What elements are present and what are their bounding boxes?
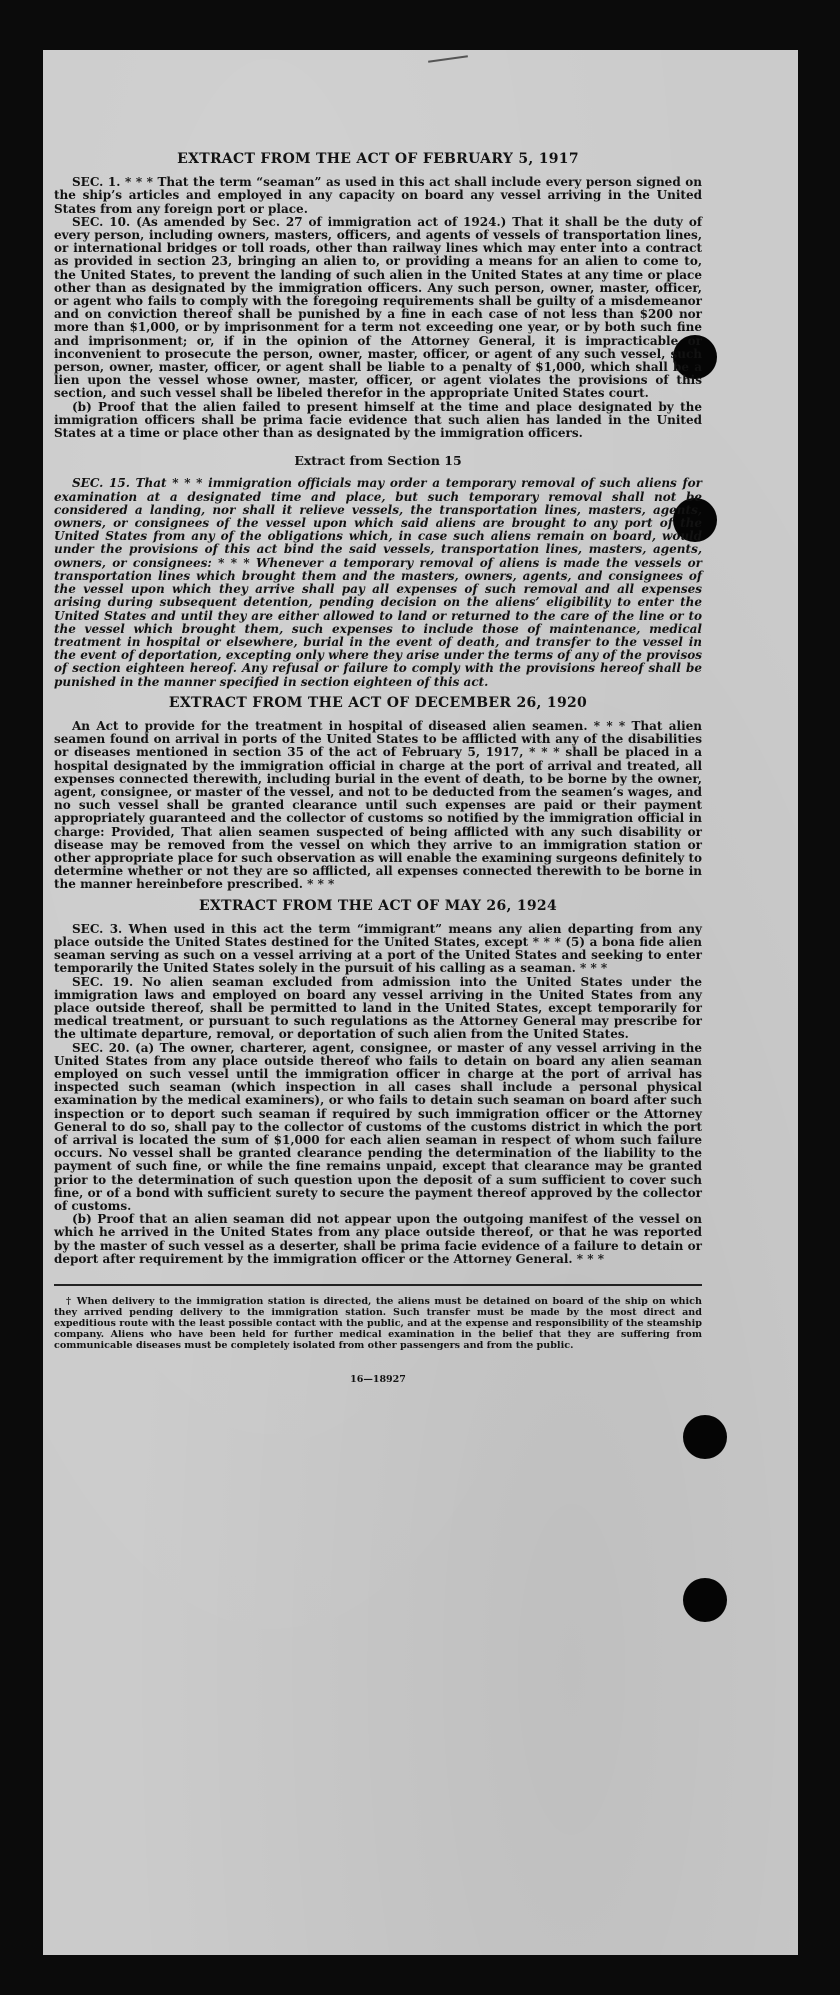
footnote-divider xyxy=(54,1284,702,1286)
subheading-section-15: Extract from Section 15 xyxy=(294,453,462,469)
document-text xyxy=(54,145,702,1386)
punch-hole xyxy=(683,1415,727,1459)
form-number: 16—18927 xyxy=(350,1374,406,1386)
section-1-text: SEC. 1. * * * That the term “seaman” as used in this act shall include every person signed on the ship’s articles and employed in any capacity on board any vessel arriving in the United States from any foreign port or place. xyxy=(54,175,702,216)
section-20b-text: (b) Proof that an alien seaman did not appear upon the outgoing manifest of the vessel on which he arrived in the United States from any place outside thereof, or that he was reported by the master of such vessel as a deserter, shall be prima facie evidence of a failure to detain or deport after requirement by the immigration officer or the Attorney General. * * * xyxy=(54,1212,702,1266)
section-10-text: SEC. 10. (As amended by Sec. 27 of immigration act of 1924.) That it shall be the duty of every person, including owners, masters, officers, and agents of vessels of transportation lines, or international bridges or toll roads, other than railway lines which may enter into a contract as provided in section 23, bringing an alien to, or providing a means for an alien to come to, the United States, to prevent the landing of such alien in the United States at any time or place other than as designated by the immigration officers. Any such person, owner, master, officer, or agent who fails to comply with the foregoing requirements shall be guilty of a misdemeanor and on conviction thereof shall be punished by a fine in each case of not less than $200 nor more than $1,000, or by imprisonment for a term not exceeding one year, or by both such fine and imprisonment; or, if in the opinion of the Attorney General, it is impracticable or inconvenient to prosecute the person, owner, master, officer, or agent of any such vessel, such person, owner, master, officer, or agent shall be liable to a penalty of $1,000, which shall be a lien upon the vessel whose owner, master, officer, or agent violates the provisions of this section, and such vessel shall be libeled therefor in the appropriate United States court. xyxy=(54,214,702,401)
punch-hole xyxy=(683,1578,727,1622)
section-10b-text: (b) Proof that the alien failed to present himself at the time and place designated by the immigration officers shall be prima facie evidence that such alien has landed in the United States at a time or place other than as designated by the immigration officers. xyxy=(54,399,702,441)
act-1920-text: An Act to provide for the treatment in hospital of diseased alien seamen. * * * That alien seamen found on arrival in ports of the United States to be afflicted with any of the disabilities or diseases mentioned in section 35 of the act of February 5, 1917, * * * shall be placed in a hospital designated by the immigration official in charge at the port of arrival and treated, all expenses connected therewith, including burial in the event of death, to be borne by the owner, agent, consignee, or master of the vessel, and not to be deducted from the seamen’s wages, and no such vessel shall be granted clearance until such expenses are paid or their payment appropriately guaranteed and the collector of customs so notified by the immigration official in charge: Provided, That alien seamen suspected of being afflicted with any such disability or disease may be removed from the vessel on which they arrive to an immigration station or other appropriate place for such observation as will enable the examining surgeons definitely to determine whether or not they are so afflicted, all expenses connected therewith to be borne in the manner hereinbefore prescribed. * * * xyxy=(54,718,702,892)
heading-act-1924: EXTRACT FROM THE ACT OF MAY 26, 1924 xyxy=(198,897,558,914)
heading-act-1920: EXTRACT FROM THE ACT OF DECEMBER 26, 1920 xyxy=(168,694,588,711)
paper-damage-mark xyxy=(428,55,468,63)
section-20a-text: SEC. 20. (a) The owner, charterer, agent, consignee, or master of any vessel arriving in the United States from any place outside thereof who fails to detain on board any alien seaman employed on such vessel until the immigration officer in charge at the port of arrival has inspected such seaman (which inspection in all cases shall include a personal physical examination by the medical examiners), or who fails to detain such seaman on board after such inspection or to deport such seaman if required by such immigration officer or the Attorney General to do so, shall pay to the collector of customs of the customs district in which the port of arrival is located the sum of $1,000 for each alien seaman in respect of whom such failure occurs. No vessel shall be granted clearance pending the determination of the liability to the payment of such fine, or while the fine remains unpaid, except that clearance may be granted prior to the determination of such question upon the deposit of a sum sufficient to cover such fine, or of a bond with sufficient surety to secure the payment thereof approved by the collector of customs. xyxy=(54,1040,702,1214)
footnote-text: † When delivery to the immigration station is directed, the aliens must be detained on board of the ship on which they arrived pending delivery to the immigration station. Such transfer must be made by the most direct and expeditious route with the least possible contact with the public, and at the expense and responsibility of the steamship company. Aliens who have been held for further medical examination in the belief that they are suffering from communicable diseases must be completely isolated from other passengers and from the public. xyxy=(54,1296,702,1352)
heading-act-1917: EXTRACT FROM THE ACT OF FEBRUARY 5, 1917 xyxy=(177,151,579,167)
section-15-text: SEC. 15. That * * * immigration officials may order a temporary removal of such aliens for examination at a designated time and place, but such temporary removal shall not be considered a landing, nor shall it relieve vessels, the transportation lines, masters, agents, owners, or consignees of the vessel upon which said aliens are brought to any port of the United States from any of the obligations which, in case such aliens remain on board, would under the provisions of this act bind the said vessels, transportation lines, masters, agents, owners, or consignees: * * * Whenever a temporary removal of aliens is made the vessels or transportation lines which brought them and the masters, owners, agents, and consignees of the vessel upon which they arrive shall pay all expenses of such removal and all expenses arising during subsequent detention, pending decision on the aliens’ eligibility to enter the United States and until they are either allowed to land or returned to the care of the line or to the vessel which brought them, such expenses to include those of maintenance, medical treatment in hospital or elsewhere, burial in the event of death, and transfer to the vessel in the event of deportation, excepting only where they arise under the terms of any of the provisos of section eighteen hereof. Any refusal or failure to comply with the provisions hereof shall be punished in the manner specified in section eighteen of this act. xyxy=(54,476,702,689)
section-3-text: SEC. 3. When used in this act the term “immigrant” means any alien departing from any place outside the United States destined for the United States, except * * * (5) a bona fide alien seaman serving as such on a vessel arriving at a port of the United States and seeking to enter temporarily the United States solely in the pursuit of his calling as a seaman. * * * xyxy=(54,921,702,976)
section-19-text: SEC. 19. No alien seaman excluded from admission into the United States under the immigration laws and employed on board any vessel arriving in the United States from any place outside thereof, shall be permitted to land in the United States, except temporarily for medical treatment, or pursuant to such regulations as the Attorney General may prescribe for the ultimate departure, removal, or deportation of such alien from the United States. xyxy=(54,974,702,1042)
